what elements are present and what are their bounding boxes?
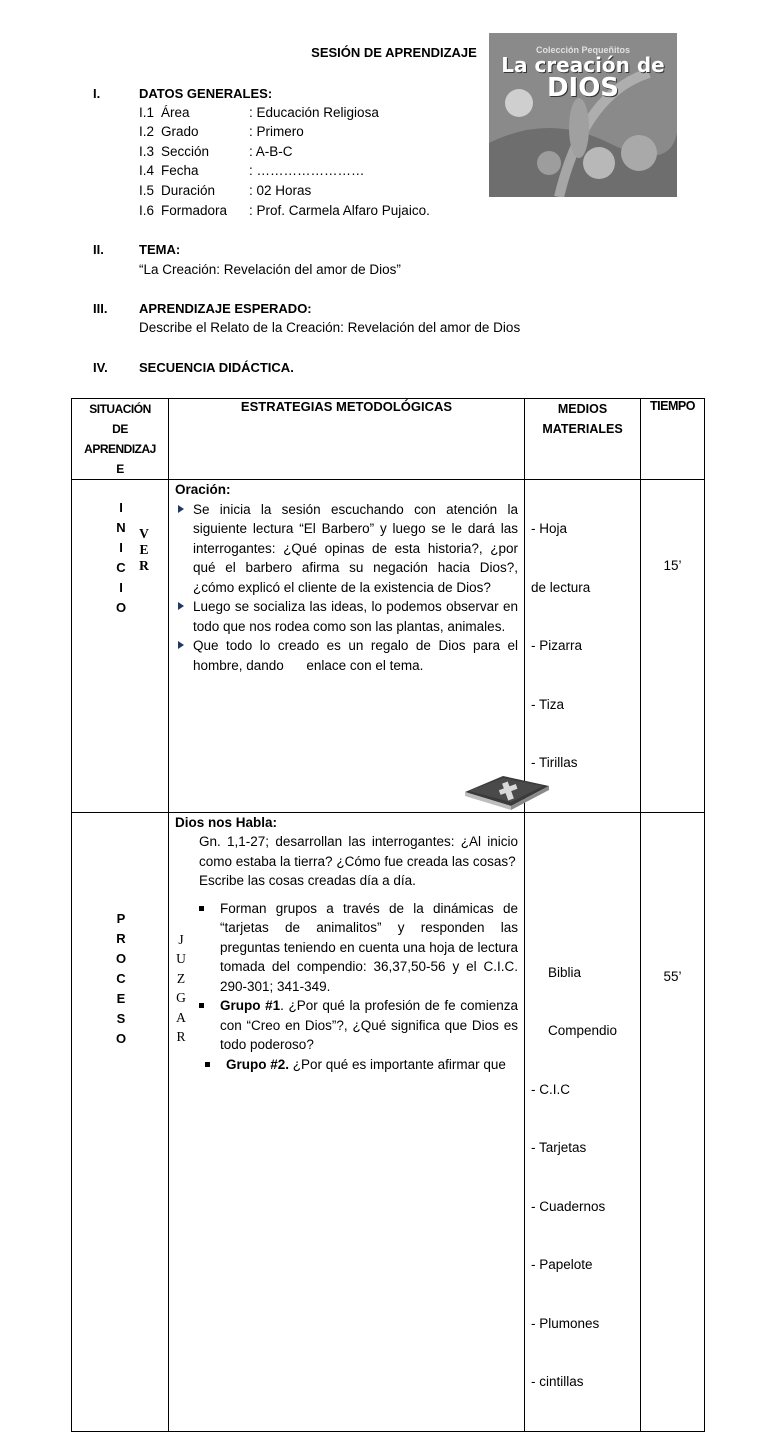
tema-text: “La Creación: Revelación del amor de Dios” [139, 262, 401, 277]
material-item: - Papelote [531, 1257, 593, 1272]
datos-key: Sección [161, 144, 210, 159]
side-label-ver [138, 526, 150, 574]
material-item: - Plumones [531, 1315, 600, 1331]
stage-letter: C [116, 970, 126, 986]
stage-letter: I [119, 580, 123, 595]
side-letter: A [176, 1009, 186, 1025]
grupo-2-label: Grupo #2. [226, 1056, 290, 1072]
proceso-bullet-text: Forman grupos a través de la dinámicas de “tarjetas de animalitos” y responden las preguntas teniendo en cuenta una hoja de lectura tomada del compendio: 36,37,50-56 y el C.I.C. 290-301; 341-349. [220, 900, 518, 994]
materiales-proceso [525, 812, 641, 1431]
stage-proceso-letters [116, 909, 126, 1049]
strategy-item [175, 636, 522, 675]
table-header-row [72, 399, 705, 480]
datos-code: I.4 [139, 163, 155, 178]
datos-code: I.2 [139, 124, 155, 139]
cover-title-line1: La creación de [501, 53, 665, 77]
datos-code: I.5 [139, 183, 155, 198]
datos-value: : Prof. Carmela Alfaro Pujaico. [249, 203, 430, 218]
materiales-inicio [525, 480, 641, 813]
proceso-grupo-2 [175, 1055, 518, 1075]
proceso-bullet [175, 899, 518, 997]
section-3-number: III. [93, 301, 108, 316]
proceso-intro-2: Escribe las cosas creadas día a día. [199, 873, 416, 888]
material-item: - Tiza [531, 696, 565, 712]
material-item: Compendio [548, 1023, 618, 1038]
square-bullet-icon [199, 1003, 204, 1008]
material-item: - Tarjetas [531, 1140, 587, 1155]
material-item: - C.I.C [531, 1081, 570, 1097]
proceso-grupo-1 [175, 996, 518, 1055]
estrategias-proceso [169, 812, 525, 1431]
section-1-heading: DATOS GENERALES: [139, 86, 273, 101]
stage-letter: I [119, 540, 123, 555]
table-row-proceso [72, 812, 705, 1431]
grupo-1-text: . ¿Por qué la profesión de fe comienza con “Creo en Dios”?, ¿Qué significa que Dios es todo poderoso? [220, 998, 518, 1052]
section-1-number: I. [93, 86, 101, 101]
grupo-2-text: ¿Por qué es importante afirmar que [289, 1056, 506, 1072]
header-estrategias: ESTRATEGIAS METODOLÓGICAS [169, 399, 525, 480]
section-3-heading: APRENDIZAJE ESPERADO: [139, 301, 312, 316]
datos-code: I.6 [139, 203, 155, 218]
document-title: SESIÓN DE APRENDIZAJE [311, 45, 477, 60]
header-situacion [72, 399, 169, 480]
stage-letter: E [116, 990, 126, 1006]
arrow-bullet-icon [178, 641, 184, 649]
strategy-item-text: Se inicia la sesión escuchando con atención la siguiente lectura “El Barbero” y luego se le dará las interrogantes: ¿Qué opinas de esta historia?, ¿por qué el barbero afirma su negación hacia Dios?, ¿cómo explicó el cliente de la existencia de Dios? [193, 501, 518, 595]
tiempo-inicio: 15’ [641, 480, 705, 813]
datos-value: : A-B-C [249, 144, 293, 159]
cover-collection: Colección Pequeñitos [535, 45, 631, 55]
stage-letter: N [116, 520, 126, 535]
stage-letter: O [116, 1030, 127, 1046]
datos-key: Duración [161, 183, 216, 198]
side-letter: V [139, 526, 149, 541]
datos-key: Área [161, 105, 190, 120]
strategy-item [175, 500, 518, 598]
header-medios-line: MATERIALES [542, 422, 623, 436]
section-4-number: IV. [93, 360, 108, 375]
side-letter: Z [176, 970, 186, 986]
stage-letter: I [119, 500, 123, 515]
side-letter: R [139, 558, 149, 573]
square-bullet-icon [199, 906, 204, 911]
material-item: de lectura [531, 579, 591, 595]
material-item: Biblia [548, 964, 582, 980]
header-situacion-line: DE [112, 422, 128, 436]
stage-inicio [72, 480, 169, 813]
arrow-bullet-icon [178, 505, 184, 513]
datos-key: Grado [161, 124, 199, 139]
header-situacion-line: SITUACIÓN [89, 402, 151, 416]
material-item: - Tirillas [531, 755, 578, 770]
tiempo-proceso: 55’ [641, 812, 705, 1431]
strategy-item-text: Que todo lo creado es un regalo de Dios para el hombre, dando enlace con el tema. [193, 638, 522, 673]
table-row-inicio [72, 480, 705, 813]
stage-letter: P [116, 910, 126, 926]
material-item: - Pizarra [531, 638, 583, 653]
section-2-heading: TEMA: [139, 242, 181, 257]
cover-title-line2: DIOS [546, 73, 620, 103]
proceso-intro: Gn. 1,1-27; desarrollan las interrogantes: ¿Al inicio como estaba la tierra? ¿Cómo fue creada las cosas? [199, 834, 518, 869]
grupo-1-label: Grupo #1 [220, 998, 281, 1013]
stage-letter: S [116, 1010, 126, 1026]
stage-letter: O [116, 600, 127, 615]
side-letter: U [176, 951, 186, 966]
section-2-number: II. [93, 242, 104, 257]
header-medios-line: MEDIOS [557, 402, 608, 416]
stage-letter: C [116, 560, 126, 575]
stage-proceso [72, 812, 169, 1431]
secuencia-table [71, 398, 705, 1432]
stage-letter: O [116, 950, 127, 966]
side-letter: E [139, 542, 149, 557]
section-4-heading: SECUENCIA DIDÁCTICA. [139, 360, 294, 375]
material-item: - cintillas [531, 1374, 584, 1389]
side-letter: G [176, 990, 186, 1005]
book-cover-image [489, 33, 677, 197]
header-situacion-line: APRENDIZAJ [84, 442, 156, 456]
datos-code: I.3 [139, 144, 155, 159]
strategy-item [175, 597, 518, 636]
material-item: - Hoja [531, 521, 568, 536]
header-tiempo: TIEMPO [641, 399, 705, 480]
datos-value: : 02 Horas [249, 183, 312, 198]
datos-value: : Primero [249, 124, 304, 139]
side-letter: J [178, 931, 184, 947]
datos-value: : Educación Religiosa [249, 105, 379, 120]
square-bullet-icon [205, 1062, 210, 1067]
datos-code: I.1 [139, 105, 155, 120]
stage-letter: R [116, 930, 126, 946]
datos-key: Formadora [161, 203, 228, 218]
estrategias-inicio [169, 480, 525, 813]
stage-inicio-letters [116, 498, 126, 618]
datos-key: Fecha [161, 163, 199, 178]
datos-value: : …………………… [249, 163, 365, 178]
dios-nos-habla-label: Dios nos Habla: [175, 814, 278, 830]
material-item: - Cuadernos [531, 1198, 606, 1214]
arrow-bullet-icon [178, 602, 184, 610]
header-medios [525, 399, 641, 480]
oracion-label: Oración: [175, 482, 231, 497]
strategy-item-text: Luego se socializa las ideas, lo podemos observar en todo que nos rodea como son las plantas, animales. [193, 599, 518, 634]
bible-icon [463, 772, 551, 810]
side-letter: R [176, 1029, 186, 1044]
header-situacion-line: E [116, 462, 124, 476]
aprendizaje-text: Describe el Relato de la Creación: Revelación del amor de Dios [139, 320, 521, 335]
